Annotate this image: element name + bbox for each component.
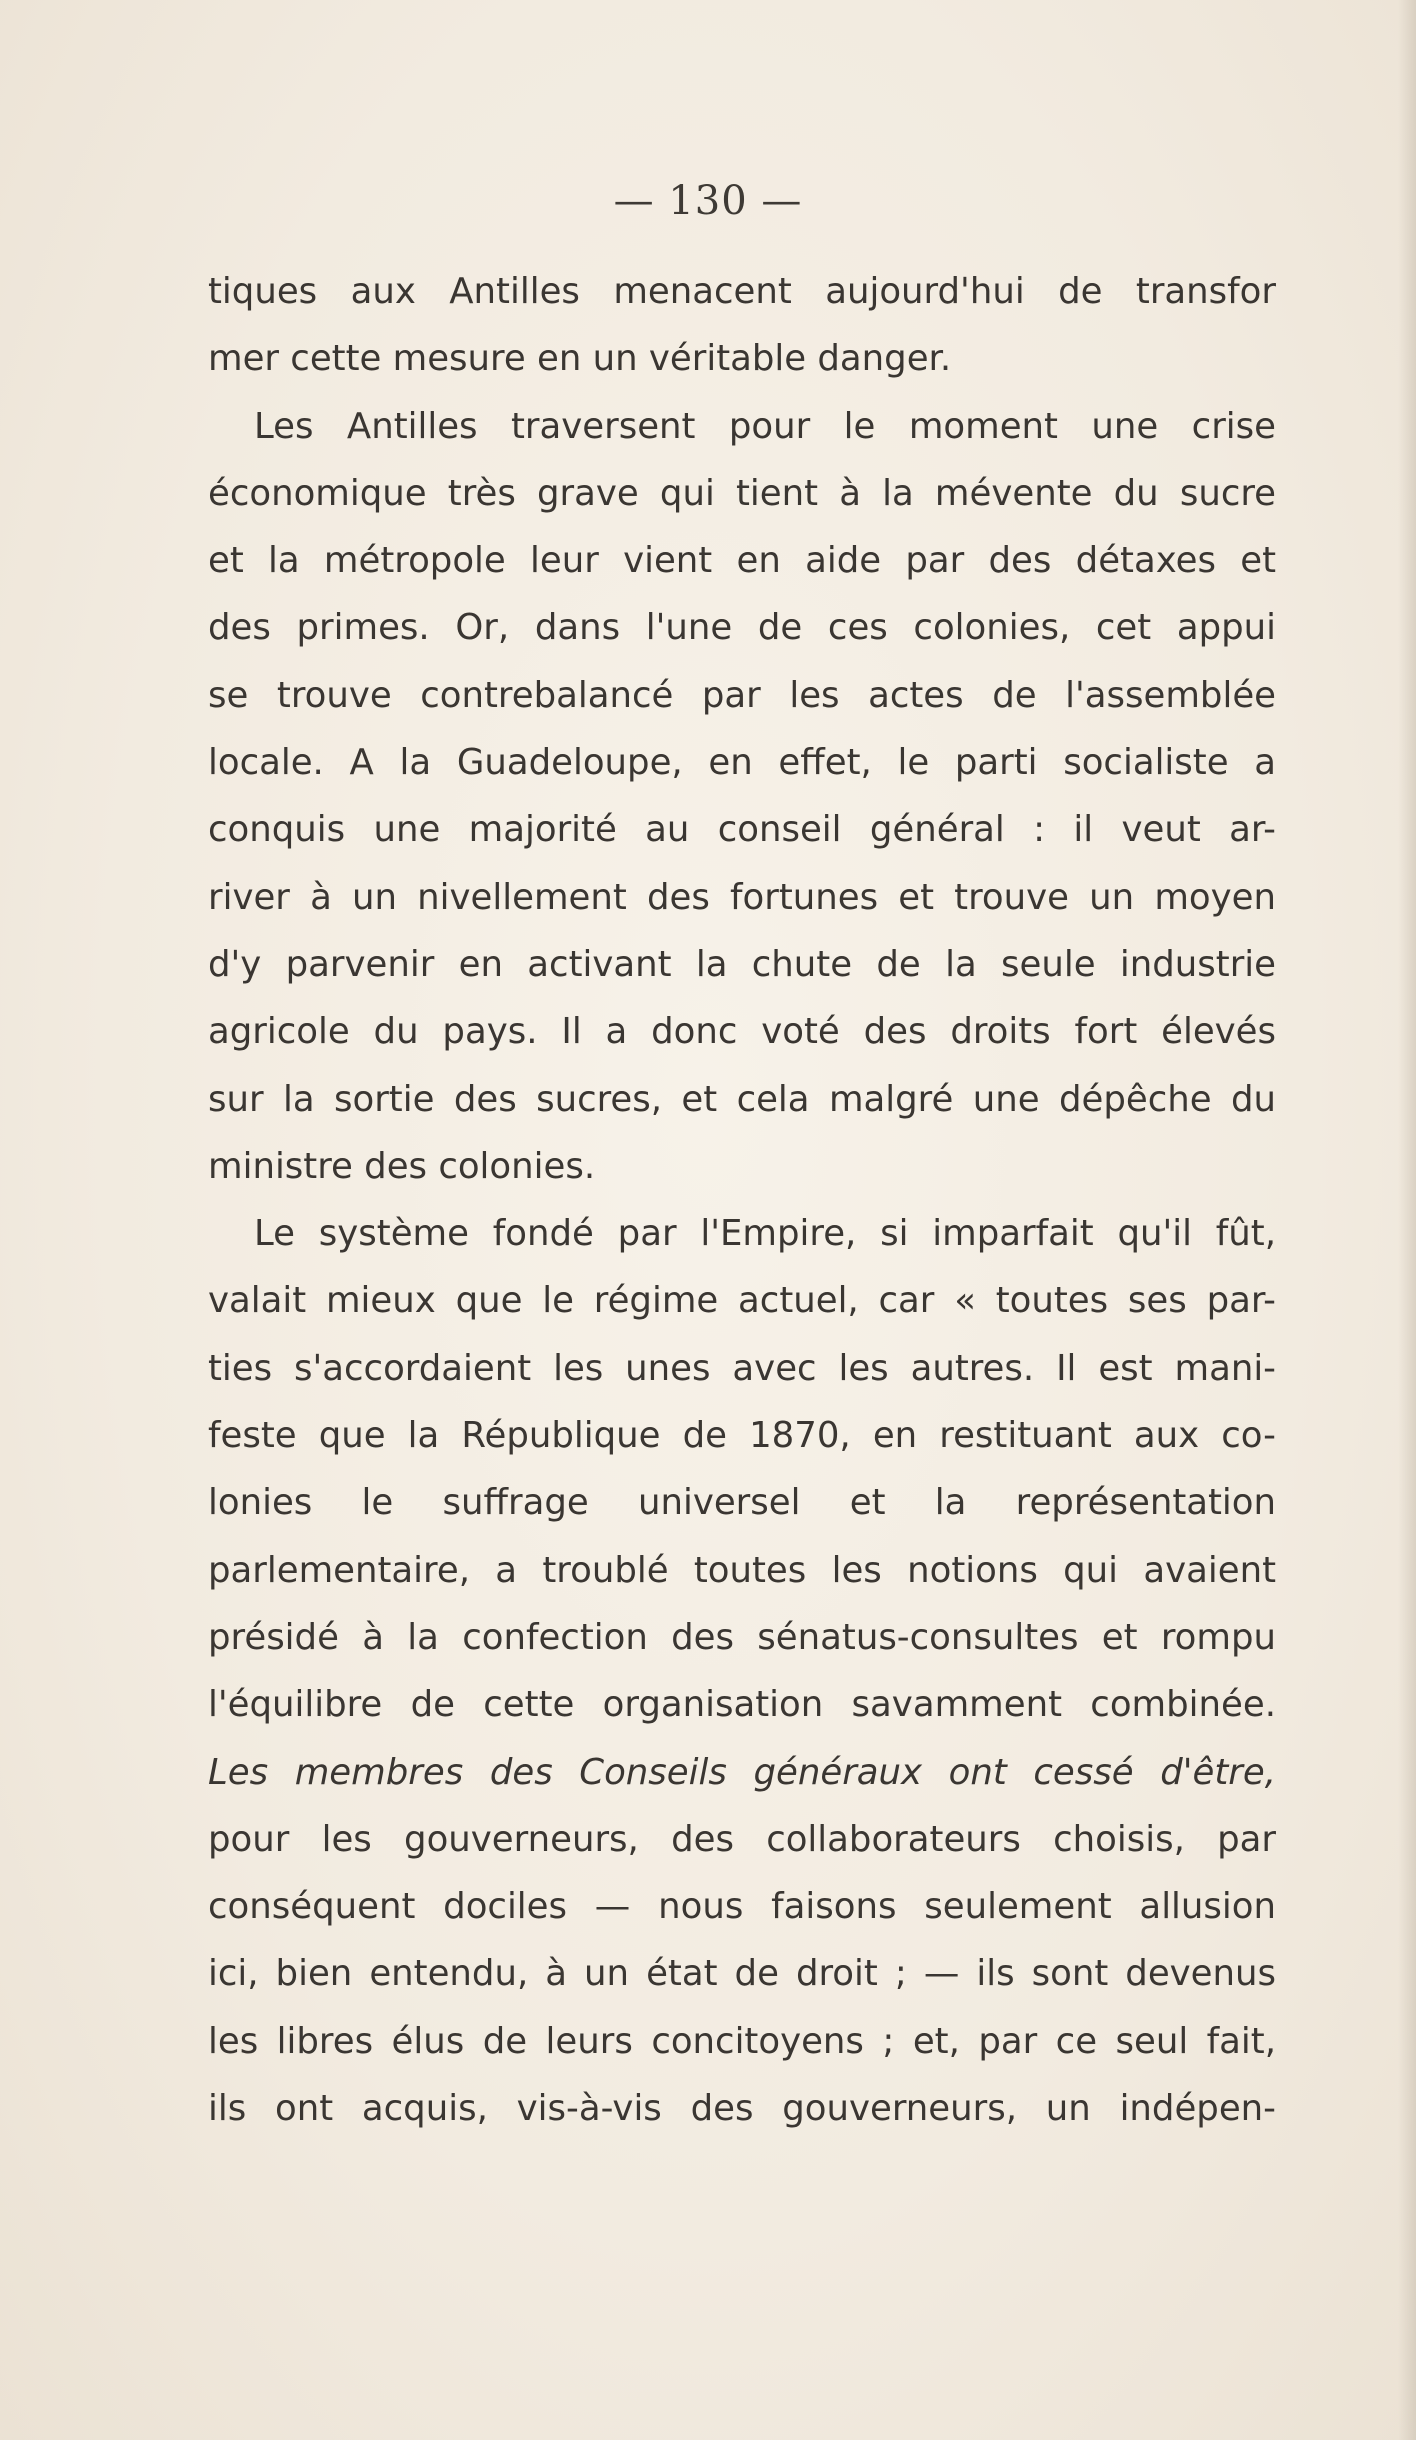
text-line: agricole du pays. Il a donc voté des droits fort élevés — [208, 1011, 1276, 1053]
text-line: ministre des colonies. — [208, 1145, 596, 1187]
text-line: valait mieux que le régime actuel, car « toutes ses par- — [208, 1280, 1276, 1322]
text-line: Les Antilles traversent pour le moment une crise — [254, 405, 1276, 447]
text-line: se trouve contrebalancé par les actes de l'assemblée — [208, 674, 1276, 716]
body-text — [208, 258, 1276, 2142]
text-line: river à un nivellement des fortunes et trouve un moyen — [208, 876, 1276, 918]
text-line: ils ont acquis, vis-à-vis des gouverneurs, un indépen- — [208, 2088, 1276, 2130]
page-edge-shadow — [1398, 0, 1416, 2440]
text-line: les libres élus de leurs concitoyens ; et, par ce seul fait, — [208, 2020, 1276, 2062]
text-line: Le système fondé par l'Empire, si imparfait qu'il fût, — [254, 1213, 1276, 1255]
text-line: et la métropole leur vient en aide par des détaxes et — [208, 540, 1276, 582]
text-line: des primes. Or, dans l'une de ces colonies, cet appui — [208, 607, 1276, 649]
text-line: ties s'accordaient les unes avec les autres. Il est mani- — [208, 1347, 1276, 1389]
text-line-italic: Les membres des Conseils généraux ont cessé d'être, — [208, 1751, 1276, 1793]
text-line: lonies le suffrage universel et la représentation — [208, 1482, 1276, 1524]
text-line: mer cette mesure en un véritable danger. — [208, 338, 952, 380]
text-line: économique très grave qui tient à la mévente du sucre — [208, 472, 1276, 514]
text-line: d'y parvenir en activant la chute de la seule industrie — [208, 943, 1276, 985]
text-line: pour les gouverneurs, des collaborateurs choisis, par — [208, 1818, 1276, 1860]
text-line: tiques aux Antilles menacent aujourd'hui de transfor — [208, 271, 1276, 312]
text-line: parlementaire, a troublé toutes les notions qui avaient — [208, 1549, 1276, 1591]
text-line: l'équilibre de cette organisation savamment combinée. — [208, 1684, 1276, 1726]
text-line: présidé à la confection des sénatus-consultes et rompu — [208, 1616, 1276, 1658]
text-line: sur la sortie des sucres, et cela malgré une dépêche du — [208, 1078, 1276, 1120]
text-line: conséquent dociles — nous faisons seulement allusion — [208, 1886, 1276, 1928]
page-number: — 130 — — [613, 178, 803, 224]
text-line: locale. A la Guadeloupe, en effet, le parti socialiste a — [208, 742, 1276, 784]
text-line: ici, bien entendu, à un état de droit ; — ils sont devenus — [208, 1953, 1276, 1995]
text-line: feste que la République de 1870, en restituant aux co- — [208, 1415, 1276, 1457]
text-line: conquis une majorité au conseil général : il veut ar- — [208, 809, 1276, 851]
